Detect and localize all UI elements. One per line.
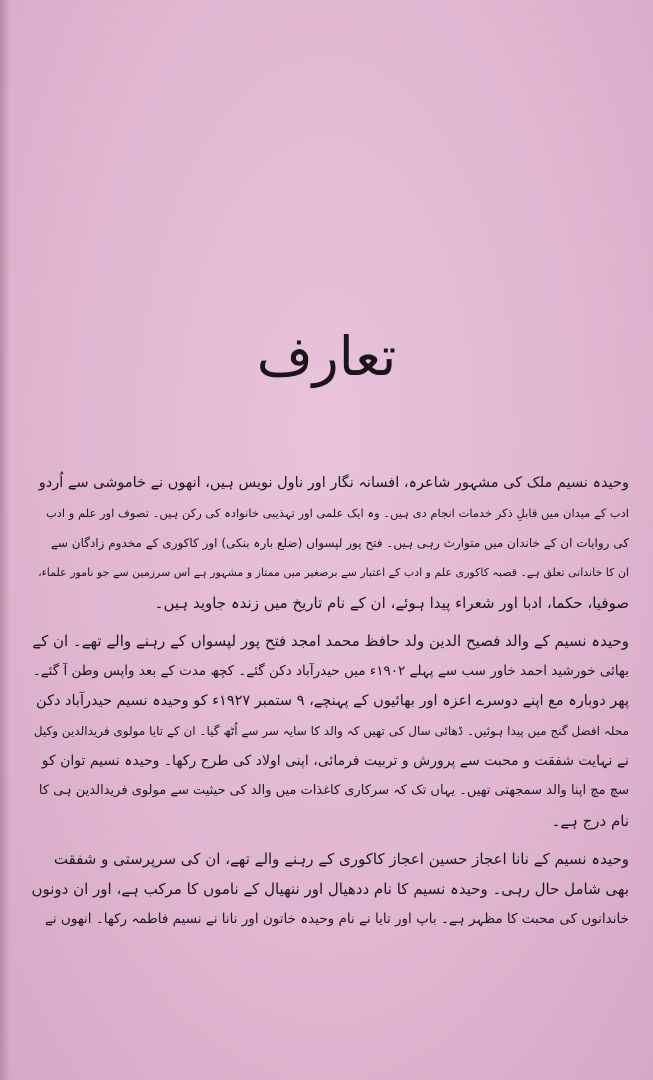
- text-line: بھی شامل حال رہی۔ وحیدہ نسیم کا نام ددھیال اور ننھیال کے ناموں کا مرکب ہے، اور ان دونوں: [31, 880, 629, 898]
- text-line: سچ مچ اپنا والد سمجھتی تھیں۔ یہاں تک کہ سرکاری کاغذات میں والد کی حیثیت سے مولوی فریدالدین ہی کا: [38, 783, 629, 798]
- page-edge-shadow: [0, 0, 10, 1080]
- text-line: پھر دوبارہ مع اپنے دوسرے اعزہ اور بھائیوں کے پہنچے، ۹ ستمبر ۱۹۲۷ء کو وحیدہ نسیم حیدرآباد دکن: [36, 693, 629, 709]
- text-line: بھائی خورشید احمد خاور سب سے پہلے ۱۹۰۲ء میں حیدرآباد دکن گئے۔ کچھ مدت کے بعد واپس وطن آ گئے۔: [32, 663, 629, 679]
- text-line: محلہ افضل گنج میں پیدا ہوئیں۔ ڈھائی سال کی تھیں کہ والد کا سایہ سر سے اُٹھ گیا۔ ان کے تایا مولوی فریدالدین وکیل: [33, 724, 629, 738]
- page-title: تعارف: [256, 325, 397, 388]
- text-line: ادب کے میدان میں قابلِ ذکر خدمات انجام دی ہیں۔ وہ ایک علمی اور تہذیبی خانوادہ کی رکن ہیں۔ تصوف اور علم و ادب: [45, 506, 629, 520]
- paragraph-2: [30, 626, 629, 836]
- text-line: وحیدہ نسیم کے نانا اعجاز حسین اعجاز کاکوری کے رہنے والے تھے، ان کی سرپرستی و شفقت: [53, 850, 629, 868]
- text-line: کی روایات ان کے خاندان میں متوارث رہی ہیں۔ فتح پور لپسواں (ضلع بارہ بنکی) اور کاکوری کے مخدوم زادگان سے: [50, 536, 629, 550]
- text-line: نام درج ہے۔: [551, 812, 629, 830]
- paragraph-3: [30, 844, 629, 934]
- text-line: وحیدہ نسیم کے والد فصیح الدین ولد حافظ محمد امجد فتح پور لپسواں کے رہنے والے تھے۔ ان کے: [32, 632, 629, 650]
- text-line: ان کا خاندانی تعلق ہے۔ قصبہ کاکوری علم و ادب کے اعتبار سے برصغیر میں ممتاز و مشہور ہے اس سرزمین سے جو نامور علماء،: [38, 566, 629, 579]
- paragraph-1: [30, 468, 629, 618]
- text-line: صوفیا، حکما، ادبا اور شعراء پیدا ہوئے، ان کے نام تاریخ میں زندہ جاوید ہیں۔: [154, 594, 629, 612]
- text-line: خاندانوں کی محبت کا مظہر ہے۔ باپ اور تایا نے نام وحیدہ خاتون اور نانا نے نسیم فاطمہ رکھا۔ انھوں نے: [44, 911, 629, 927]
- text-line: وحیدہ نسیم ملک کی مشہور شاعرہ، افسانہ نگار اور ناول نویس ہیں، انھوں نے خاموشی سے اُردو: [38, 475, 629, 491]
- text-line: نے نہایت شفقت و محبت سے پرورش و تربیت فرمائی، اپنی اولاد کی طرح رکھا۔ وحیدہ نسیم توان کو: [41, 753, 629, 769]
- body-text: [30, 468, 629, 934]
